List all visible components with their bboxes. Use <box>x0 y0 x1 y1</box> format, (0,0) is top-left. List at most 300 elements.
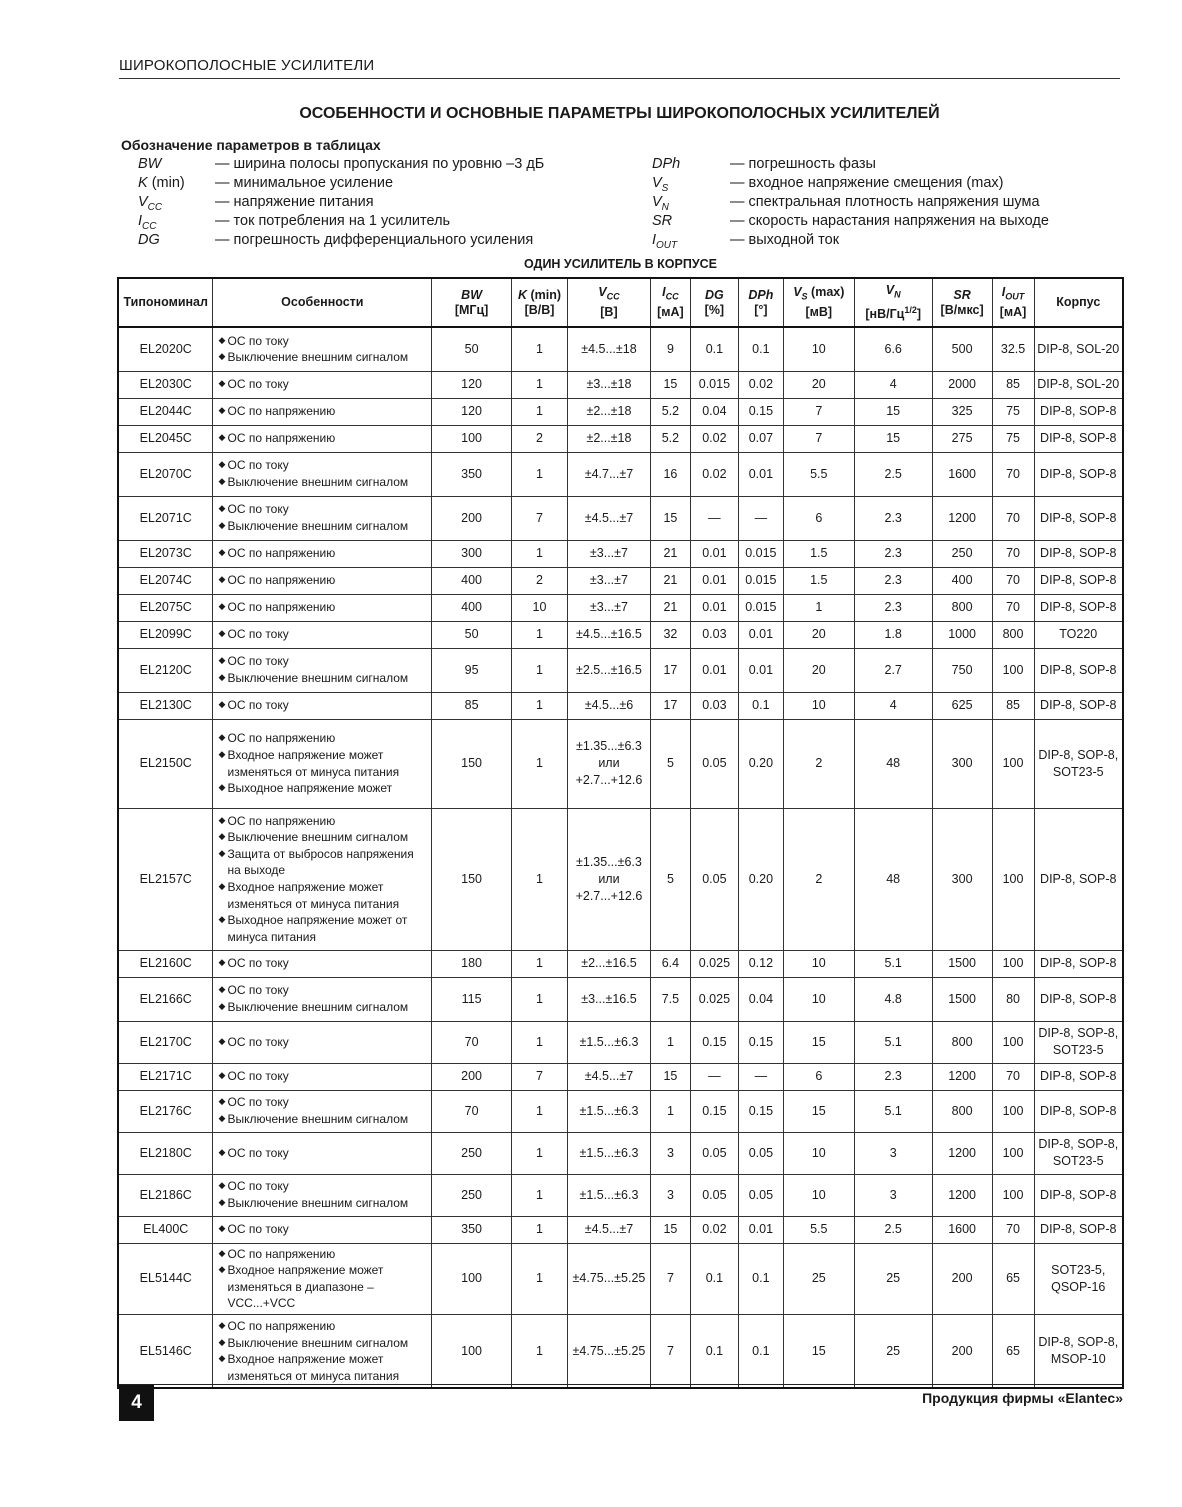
cell-icc: 5 <box>650 719 690 808</box>
cell-vn: 4 <box>854 692 932 719</box>
bullet-icon: ◆ <box>218 476 226 486</box>
cell-features <box>213 567 432 594</box>
cell-k-min: 1 <box>512 1090 568 1132</box>
feature-item: ◆ Выключение внешним сигналом <box>218 1112 409 1126</box>
cell-package: DIP-8, SOP-8 <box>1034 1090 1123 1132</box>
cell-bw: 115 <box>432 977 512 1021</box>
col-header-icc: $I_{CC}$ [мА] <box>650 278 690 327</box>
bullet-icon: ◆ <box>218 378 226 389</box>
legend-description: — напряжение питания <box>215 194 374 210</box>
cell-dg: — <box>690 1063 738 1090</box>
feature-item: ◆ ОС по току <box>218 1069 289 1084</box>
cell-vcc: ±4.75...±5.25 <box>567 1314 650 1388</box>
cell-dph: 0.20 <box>738 808 783 950</box>
cell-part-number: EL2044C <box>118 398 213 425</box>
cell-dph: 0.015 <box>738 594 783 621</box>
cell-dg: 0.05 <box>690 1132 738 1174</box>
legend-symbol: DPh <box>652 156 681 172</box>
cell-vcc: ±1.5...±6.3 <box>567 1174 650 1216</box>
cell-iout: 85 <box>992 371 1034 398</box>
cell-dph: 0.01 <box>738 1216 783 1243</box>
cell-vcc: ±4.75...±5.25 <box>567 1243 650 1314</box>
cell-part-number: EL2075C <box>118 594 213 621</box>
cell-sr: 1500 <box>932 977 992 1021</box>
col-header-vs: $V_S$ (max) [мВ] <box>783 278 854 327</box>
cell-iout: 70 <box>992 594 1034 621</box>
cell-vs-max: 10 <box>783 950 854 977</box>
cell-package: DIP-8, SOP-8 <box>1034 1174 1123 1216</box>
cell-dg: 0.1 <box>690 1243 738 1314</box>
cell-iout: 70 <box>992 540 1034 567</box>
cell-vn: 15 <box>854 398 932 425</box>
cell-dg: 0.05 <box>690 719 738 808</box>
table-row <box>118 719 1123 808</box>
table-row <box>118 1021 1123 1063</box>
feature-item: ◆ ОС по току <box>218 1034 289 1049</box>
legend-entry <box>138 212 638 231</box>
bullet-icon: ◆ <box>218 1319 226 1330</box>
cell-features <box>213 327 432 371</box>
cell-k-min: 1 <box>512 621 568 648</box>
cell-vs-max: 2 <box>783 808 854 950</box>
header-divider <box>119 78 1120 79</box>
cell-k-min: 1 <box>512 540 568 567</box>
feature-item: ◆ ОС по напряжению <box>218 431 336 446</box>
col-header-package: Корпус <box>1034 278 1123 327</box>
cell-part-number: EL2180C <box>118 1132 213 1174</box>
cell-sr: 1200 <box>932 1063 992 1090</box>
legend-description: — погрешность дифференциального усиления <box>215 232 534 248</box>
cell-package: DIP-8, SOP-8 <box>1034 950 1123 977</box>
feature-item: ◆ ОС по току <box>218 956 289 971</box>
cell-icc: 15 <box>650 496 690 540</box>
bullet-icon: ◆ <box>218 1197 226 1207</box>
legend-title: Обозначение параметров в таблицах <box>121 137 381 153</box>
feature-item: ◆ ОС по току <box>218 1145 289 1160</box>
cell-dph: — <box>738 1063 783 1090</box>
cell-package: DIP-8, SOP-8 <box>1034 808 1123 950</box>
cell-vcc: ±4.7...±7 <box>567 452 650 496</box>
cell-icc: 3 <box>650 1174 690 1216</box>
cell-vs-max: 15 <box>783 1090 854 1132</box>
cell-icc: 1 <box>650 1021 690 1063</box>
feature-item: ◆ ОС по току <box>218 502 289 517</box>
feature-item: ◆ ОС по напряжению <box>218 813 336 828</box>
cell-features <box>213 692 432 719</box>
legend-description: — входное напряжение смещения (max) <box>730 175 1004 191</box>
cell-k-min: 1 <box>512 692 568 719</box>
cell-sr: 1600 <box>932 452 992 496</box>
cell-package: DIP-8, SOP-8 <box>1034 594 1123 621</box>
cell-vs-max: 7 <box>783 425 854 452</box>
bullet-icon: ◆ <box>218 957 226 968</box>
cell-sr: 625 <box>932 692 992 719</box>
feature-item: ◆ Входное напряжение может изменяться от минуса питания <box>218 1352 400 1383</box>
cell-iout: 65 <box>992 1243 1034 1314</box>
cell-k-min: 1 <box>512 327 568 371</box>
cell-icc: 15 <box>650 371 690 398</box>
table-row <box>118 1174 1123 1216</box>
cell-vn: 2.3 <box>854 567 932 594</box>
table-header-row <box>118 278 1123 327</box>
legend-entry <box>652 174 1112 193</box>
cell-dg: 0.01 <box>690 567 738 594</box>
cell-vn: 3 <box>854 1132 932 1174</box>
cell-dph: 0.02 <box>738 371 783 398</box>
cell-iout: 70 <box>992 452 1034 496</box>
legend-entry <box>652 193 1112 212</box>
bullet-icon: ◆ <box>218 831 226 842</box>
cell-vs-max: 10 <box>783 327 854 371</box>
feature-item: ◆ ОС по току <box>218 698 289 713</box>
cell-k-min: 1 <box>512 648 568 692</box>
page-number: 4 <box>119 1385 154 1421</box>
bullet-icon: ◆ <box>218 432 226 443</box>
cell-sr: 400 <box>932 567 992 594</box>
cell-part-number: EL2186C <box>118 1174 213 1216</box>
cell-part-number: EL2045C <box>118 425 213 452</box>
cell-vn: 2.3 <box>854 1063 932 1090</box>
cell-iout: 100 <box>992 648 1034 692</box>
cell-vn: 5.1 <box>854 950 932 977</box>
cell-part-number: EL2020C <box>118 327 213 371</box>
col-header-part: Типономинал <box>118 278 213 327</box>
cell-k-min: 1 <box>512 398 568 425</box>
bullet-icon: ◆ <box>218 520 226 530</box>
legend-description: — выходной ток <box>730 232 840 248</box>
cell-features <box>213 1090 432 1132</box>
cell-package: DIP-8, SOP-8, SOT23-5 <box>1034 719 1123 808</box>
cell-vcc: ±2...±16.5 <box>567 950 650 977</box>
cell-sr: 325 <box>932 398 992 425</box>
cell-k-min: 1 <box>512 1174 568 1216</box>
feature-item: ◆ Выключение внешним сигналом <box>218 1196 409 1210</box>
cell-sr: 1500 <box>932 950 992 977</box>
cell-sr: 500 <box>932 327 992 371</box>
cell-part-number: EL2166C <box>118 977 213 1021</box>
legend-symbol: $V_{CC}$ <box>138 194 163 213</box>
cell-bw: 50 <box>432 621 512 648</box>
table-row <box>118 425 1123 452</box>
cell-package: DIP-8, SOL-20 <box>1034 327 1123 371</box>
cell-vs-max: 20 <box>783 371 854 398</box>
cell-dg: 0.02 <box>690 1216 738 1243</box>
feature-item: ◆ ОС по напряжению <box>218 404 336 419</box>
cell-iout: 75 <box>992 425 1034 452</box>
cell-sr: 1200 <box>932 496 992 540</box>
cell-bw: 400 <box>432 567 512 594</box>
cell-iout: 70 <box>992 567 1034 594</box>
cell-vs-max: 20 <box>783 621 854 648</box>
cell-k-min: 1 <box>512 1216 568 1243</box>
cell-icc: 7 <box>650 1314 690 1388</box>
cell-dph: 0.15 <box>738 1021 783 1063</box>
cell-vs-max: 7 <box>783 398 854 425</box>
legend-entry <box>138 231 638 250</box>
bullet-icon: ◆ <box>218 732 226 743</box>
table-row <box>118 1063 1123 1090</box>
page-title: ОСОБЕННОСТИ И ОСНОВНЫЕ ПАРАМЕТРЫ ШИРОКОПОЛОСНЫХ УСИЛИТЕЛЕЙ <box>299 105 940 122</box>
col-header-dg: DG [%] <box>690 278 738 327</box>
legend-symbol: $I_{OUT}$ <box>652 232 678 251</box>
cell-sr: 800 <box>932 1021 992 1063</box>
cell-vn: 2.7 <box>854 648 932 692</box>
feature-item: ◆ Выключение внешним сигналом <box>218 1335 409 1350</box>
feature-item: ◆ Выходное напряжение может от минуса питания <box>218 913 408 944</box>
table-row <box>118 692 1123 719</box>
legend-symbol: $V_S$ <box>652 175 669 194</box>
cell-dg: 0.1 <box>690 1314 738 1388</box>
bullet-icon: ◆ <box>218 351 226 362</box>
cell-package: SOT23-5, QSOP-16 <box>1034 1243 1123 1314</box>
feature-item: ◆ ОС по напряжению <box>218 573 336 588</box>
cell-vn: 25 <box>854 1314 932 1388</box>
bullet-icon: ◆ <box>218 1146 226 1157</box>
cell-dg: 0.01 <box>690 540 738 567</box>
cell-vcc: ±3...±18 <box>567 371 650 398</box>
cell-icc: 32 <box>650 621 690 648</box>
cell-iout: 85 <box>992 692 1034 719</box>
cell-bw: 180 <box>432 950 512 977</box>
cell-k-min: 1 <box>512 950 568 977</box>
cell-k-min: 1 <box>512 1021 568 1063</box>
cell-features <box>213 1216 432 1243</box>
cell-icc: 21 <box>650 540 690 567</box>
legend-symbol: $V_N$ <box>652 194 669 213</box>
cell-package: DIP-8, SOP-8 <box>1034 1216 1123 1243</box>
cell-vn: 6.6 <box>854 327 932 371</box>
cell-sr: 200 <box>932 1243 992 1314</box>
feature-item: ◆ ОС по току <box>218 333 289 348</box>
cell-dph: 0.1 <box>738 1314 783 1388</box>
cell-part-number: EL2030C <box>118 371 213 398</box>
cell-vn: 2.5 <box>854 452 932 496</box>
cell-vs-max: 5.5 <box>783 452 854 496</box>
bullet-icon: ◆ <box>218 405 226 416</box>
bullet-icon: ◆ <box>218 814 226 825</box>
cell-package: DIP-8, SOP-8 <box>1034 977 1123 1021</box>
cell-k-min: 1 <box>512 371 568 398</box>
cell-dph: 0.01 <box>738 621 783 648</box>
cell-icc: 17 <box>650 692 690 719</box>
legend-symbol: K (min) <box>138 175 185 191</box>
bullet-icon: ◆ <box>218 1264 226 1275</box>
parameters-table <box>117 277 1124 1389</box>
table-row <box>118 1216 1123 1243</box>
cell-iout: 65 <box>992 1314 1034 1388</box>
feature-item: ◆ ОС по току <box>218 1095 289 1110</box>
bullet-icon: ◆ <box>218 1247 226 1258</box>
cell-vs-max: 15 <box>783 1314 854 1388</box>
cell-iout: 100 <box>992 950 1034 977</box>
cell-vn: 2.5 <box>854 1216 932 1243</box>
cell-package: DIP-8, SOP-8 <box>1034 692 1123 719</box>
cell-dg: 0.03 <box>690 692 738 719</box>
cell-dph: 0.05 <box>738 1132 783 1174</box>
cell-features <box>213 808 432 950</box>
cell-bw: 250 <box>432 1132 512 1174</box>
cell-features <box>213 594 432 621</box>
legend-symbol: $I_{CC}$ <box>138 213 157 232</box>
cell-icc: 15 <box>650 1216 690 1243</box>
cell-part-number: EL2070C <box>118 452 213 496</box>
cell-vs-max: 10 <box>783 692 854 719</box>
bullet-icon: ◆ <box>218 782 226 793</box>
cell-package: DIP-8, SOP-8 <box>1034 648 1123 692</box>
cell-dg: 0.15 <box>690 1090 738 1132</box>
feature-item: ◆ Входное напряжение может изменяться от минуса питания <box>218 880 400 911</box>
cell-features <box>213 648 432 692</box>
cell-package: DIP-8, SOP-8 <box>1034 567 1123 594</box>
cell-bw: 100 <box>432 425 512 452</box>
legend-description: — спектральная плотность напряжения шума <box>730 194 1040 210</box>
cell-vs-max: 1 <box>783 594 854 621</box>
cell-icc: 9 <box>650 327 690 371</box>
feature-item: ◆ Выключение внешним сигналом <box>218 830 409 845</box>
cell-features <box>213 1243 432 1314</box>
cell-package: DIP-8, SOP-8 <box>1034 452 1123 496</box>
cell-dph: 0.01 <box>738 452 783 496</box>
bullet-icon: ◆ <box>218 503 226 514</box>
cell-package: DIP-8, SOP-8 <box>1034 540 1123 567</box>
cell-k-min: 2 <box>512 425 568 452</box>
cell-vcc: ±4.5...±16.5 <box>567 621 650 648</box>
table-row <box>118 950 1123 977</box>
legend-entry <box>652 155 1112 174</box>
cell-vn: 1.8 <box>854 621 932 648</box>
cell-package: DIP-8, SOP-8 <box>1034 496 1123 540</box>
cell-features <box>213 719 432 808</box>
cell-sr: 800 <box>932 1090 992 1132</box>
feature-item: ◆ Выключение внешним сигналом <box>218 671 409 685</box>
cell-bw: 200 <box>432 496 512 540</box>
cell-bw: 150 <box>432 808 512 950</box>
bullet-icon: ◆ <box>218 574 226 585</box>
cell-part-number: EL2157C <box>118 808 213 950</box>
bullet-icon: ◆ <box>218 1070 226 1081</box>
cell-sr: 800 <box>932 594 992 621</box>
cell-sr: 1000 <box>932 621 992 648</box>
cell-sr: 1200 <box>932 1174 992 1216</box>
cell-part-number: EL5146C <box>118 1314 213 1388</box>
cell-sr: 250 <box>932 540 992 567</box>
table-caption: ОДИН УСИЛИТЕЛЬ В КОРПУСЕ <box>523 257 717 271</box>
cell-vcc: ±4.5...±7 <box>567 496 650 540</box>
cell-dph: 0.1 <box>738 327 783 371</box>
feature-item: ◆ ОС по току <box>218 627 289 642</box>
cell-dph: 0.20 <box>738 719 783 808</box>
cell-vcc: ±1.35...±6.3 или +2.7...+12.6 <box>567 808 650 950</box>
bullet-icon: ◆ <box>218 1223 226 1234</box>
feature-item: ◆ ОС по напряжению <box>218 731 336 746</box>
cell-part-number: EL2071C <box>118 496 213 540</box>
cell-vcc: ±1.35...±6.3 или +2.7...+12.6 <box>567 719 650 808</box>
legend-entry <box>138 174 638 193</box>
cell-bw: 150 <box>432 719 512 808</box>
cell-bw: 100 <box>432 1243 512 1314</box>
col-header-iout: $I_{OUT}$ [мА] <box>992 278 1034 327</box>
feature-item: ◆ ОС по напряжению <box>218 1318 336 1333</box>
feature-item: ◆ ОС по току <box>218 983 289 998</box>
cell-sr: 300 <box>932 808 992 950</box>
table-row <box>118 496 1123 540</box>
bullet-icon: ◆ <box>218 1035 226 1046</box>
cell-bw: 350 <box>432 452 512 496</box>
cell-vs-max: 6 <box>783 496 854 540</box>
cell-package: DIP-8, SOP-8, MSOP-10 <box>1034 1314 1123 1388</box>
cell-vcc: ±4.5...±18 <box>567 327 650 371</box>
cell-sr: 2000 <box>932 371 992 398</box>
cell-vcc: ±2...±18 <box>567 398 650 425</box>
cell-vs-max: 10 <box>783 1174 854 1216</box>
table-row <box>118 977 1123 1021</box>
cell-bw: 95 <box>432 648 512 692</box>
bullet-icon: ◆ <box>218 628 226 639</box>
cell-vcc: ±1.5...±6.3 <box>567 1021 650 1063</box>
cell-icc: 6.4 <box>650 950 690 977</box>
bullet-icon: ◆ <box>218 1113 226 1123</box>
table-row <box>118 808 1123 950</box>
cell-part-number: EL2176C <box>118 1090 213 1132</box>
bullet-icon: ◆ <box>218 881 226 891</box>
footer-text: Продукция фирмы «Elantec» <box>922 1390 1123 1406</box>
bullet-icon: ◆ <box>218 672 226 682</box>
footer-divider <box>119 1384 1123 1385</box>
cell-features <box>213 1063 432 1090</box>
legend-left <box>138 155 638 250</box>
col-header-vcc: $V_{CC}$ [В] <box>567 278 650 327</box>
cell-features <box>213 425 432 452</box>
cell-k-min: 7 <box>512 496 568 540</box>
bullet-icon: ◆ <box>218 547 226 558</box>
cell-features <box>213 1132 432 1174</box>
legend-symbol: DG <box>138 232 160 248</box>
cell-dg: 0.05 <box>690 808 738 950</box>
cell-k-min: 10 <box>512 594 568 621</box>
cell-vcc: ±4.5...±6 <box>567 692 650 719</box>
feature-item: ◆ ОС по напряжению <box>218 546 336 561</box>
feature-item: ◆ ОС по току <box>218 458 289 473</box>
cell-sr: 1600 <box>932 1216 992 1243</box>
bullet-icon: ◆ <box>218 1336 226 1347</box>
cell-bw: 400 <box>432 594 512 621</box>
cell-dg: 0.1 <box>690 327 738 371</box>
bullet-icon: ◆ <box>218 334 226 345</box>
legend-description: — ток потребления на 1 усилитель <box>215 213 451 229</box>
cell-sr: 750 <box>932 648 992 692</box>
cell-icc: 3 <box>650 1132 690 1174</box>
cell-dg: 0.01 <box>690 648 738 692</box>
cell-vn: 2.3 <box>854 540 932 567</box>
cell-k-min: 1 <box>512 1243 568 1314</box>
cell-bw: 50 <box>432 327 512 371</box>
table-row <box>118 594 1123 621</box>
cell-vn: 2.3 <box>854 496 932 540</box>
cell-iout: 75 <box>992 398 1034 425</box>
section-header: ШИРОКОПОЛОСНЫЕ УСИЛИТЕЛИ <box>119 57 375 74</box>
cell-vcc: ±1.5...±6.3 <box>567 1132 650 1174</box>
cell-part-number: EL2074C <box>118 567 213 594</box>
cell-vn: 2.3 <box>854 594 932 621</box>
cell-vn: 4.8 <box>854 977 932 1021</box>
cell-vcc: ±4.5...±7 <box>567 1216 650 1243</box>
cell-iout: 100 <box>992 1090 1034 1132</box>
feature-item: ◆ Выключение внешним сигналом <box>218 350 409 365</box>
legend-entry <box>138 193 638 212</box>
cell-dph: 0.01 <box>738 648 783 692</box>
cell-vn: 3 <box>854 1174 932 1216</box>
cell-dph: 0.1 <box>738 692 783 719</box>
